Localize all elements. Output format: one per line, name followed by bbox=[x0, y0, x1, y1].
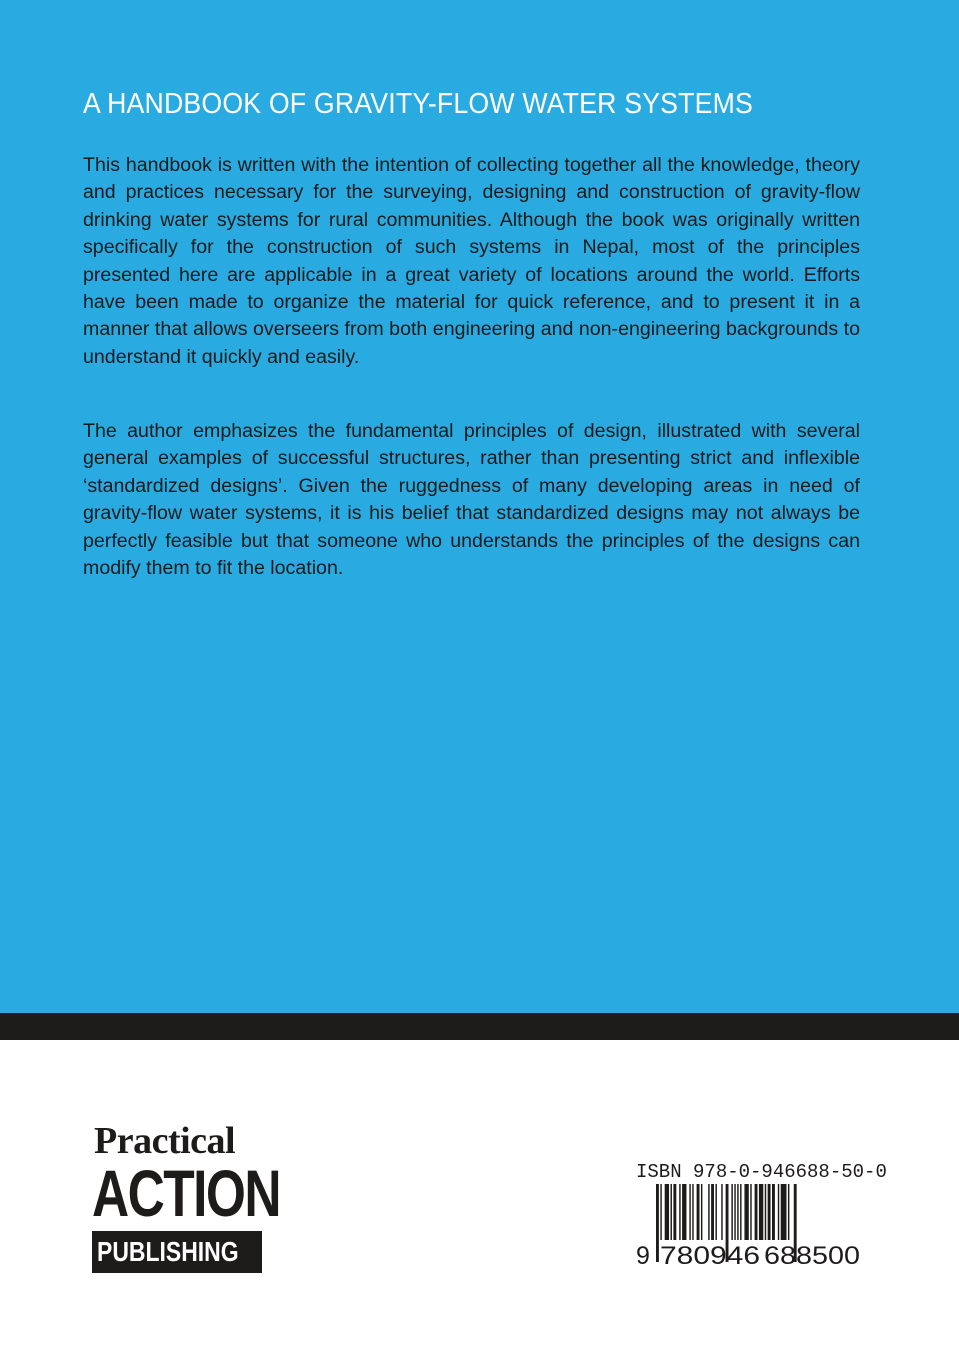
barcode-bar bbox=[788, 1184, 789, 1240]
barcode-bar bbox=[701, 1184, 702, 1240]
barcode-digits-left: 780946 bbox=[660, 1242, 760, 1266]
barcode-bar bbox=[673, 1184, 676, 1240]
barcode-digits-right: 688500 bbox=[764, 1242, 860, 1266]
barcode-bar bbox=[721, 1184, 722, 1240]
barcode-bar bbox=[665, 1184, 669, 1240]
barcode-bar bbox=[697, 1184, 700, 1240]
barcode-bar bbox=[765, 1184, 766, 1240]
barcode-bar bbox=[750, 1184, 751, 1240]
description-paragraph-1: This handbook is written with the intention of collecting together all the knowledge, theory and practices necessary for the surveying, designing and construction of gravity-flow drinking water systems for rural communities. Although the book was originally written specifically for the construction of such systems in Nepal, most of the principles presented here are applicable in a great variety of locations around the world. Efforts have been made to organize the material for quick reference, and to present it in a manner that allows overseers from both engineering and non-engineering backgrounds to understand it quickly and easily. bbox=[83, 154, 860, 368]
barcode-bar bbox=[740, 1184, 741, 1240]
logo-publishing-text: PUBLISHING bbox=[97, 1236, 239, 1267]
barcode-bar bbox=[671, 1184, 672, 1240]
logo-practical-text: Practical bbox=[94, 1120, 236, 1162]
barcode-bar bbox=[734, 1184, 735, 1240]
barcode-bar bbox=[731, 1184, 732, 1240]
barcode-bar bbox=[768, 1184, 771, 1240]
barcode-bar bbox=[778, 1184, 779, 1240]
barcode-bar bbox=[682, 1184, 686, 1240]
description-paragraph-2: The author emphasizes the fundamental principles of design, illustrated with several general examples of successful structures, rather than presenting strict and inflexible ‘standardized designs’. Given the ruggedness of many developing areas in need of gravity-flow water systems, it is his belief that standardized designs may not always be perfectly feasible but that someone who understands the principles of the designs can modify them to fit the location. bbox=[83, 420, 860, 580]
barcode-bar bbox=[708, 1184, 709, 1240]
barcode-bar bbox=[772, 1184, 775, 1240]
publisher-logo bbox=[92, 1120, 280, 1276]
divider-band bbox=[0, 1013, 959, 1040]
isbn-label: ISBN 978-0-946688-50-0 bbox=[636, 1161, 887, 1183]
book-title: A HANDBOOK OF GRAVITY-FLOW WATER SYSTEMS bbox=[83, 88, 754, 120]
barcode-bar bbox=[755, 1184, 758, 1240]
barcode-bar bbox=[689, 1184, 690, 1240]
logo-publishing-box bbox=[92, 1231, 262, 1273]
barcode-bar bbox=[711, 1184, 714, 1240]
barcode-bar bbox=[759, 1184, 763, 1240]
barcode-bar bbox=[737, 1184, 738, 1240]
barcode-bar bbox=[781, 1184, 787, 1240]
barcode-bar bbox=[744, 1184, 748, 1240]
barcode-bar bbox=[692, 1184, 693, 1240]
logo-action-text: ACTION bbox=[92, 1156, 280, 1230]
barcode-bar bbox=[715, 1184, 716, 1240]
barcode-bar bbox=[679, 1184, 680, 1240]
barcode-bar bbox=[660, 1184, 661, 1240]
barcode-bar bbox=[656, 1184, 659, 1262]
barcode-digit-lead: 9 bbox=[636, 1242, 650, 1266]
isbn-barcode bbox=[636, 1184, 876, 1266]
